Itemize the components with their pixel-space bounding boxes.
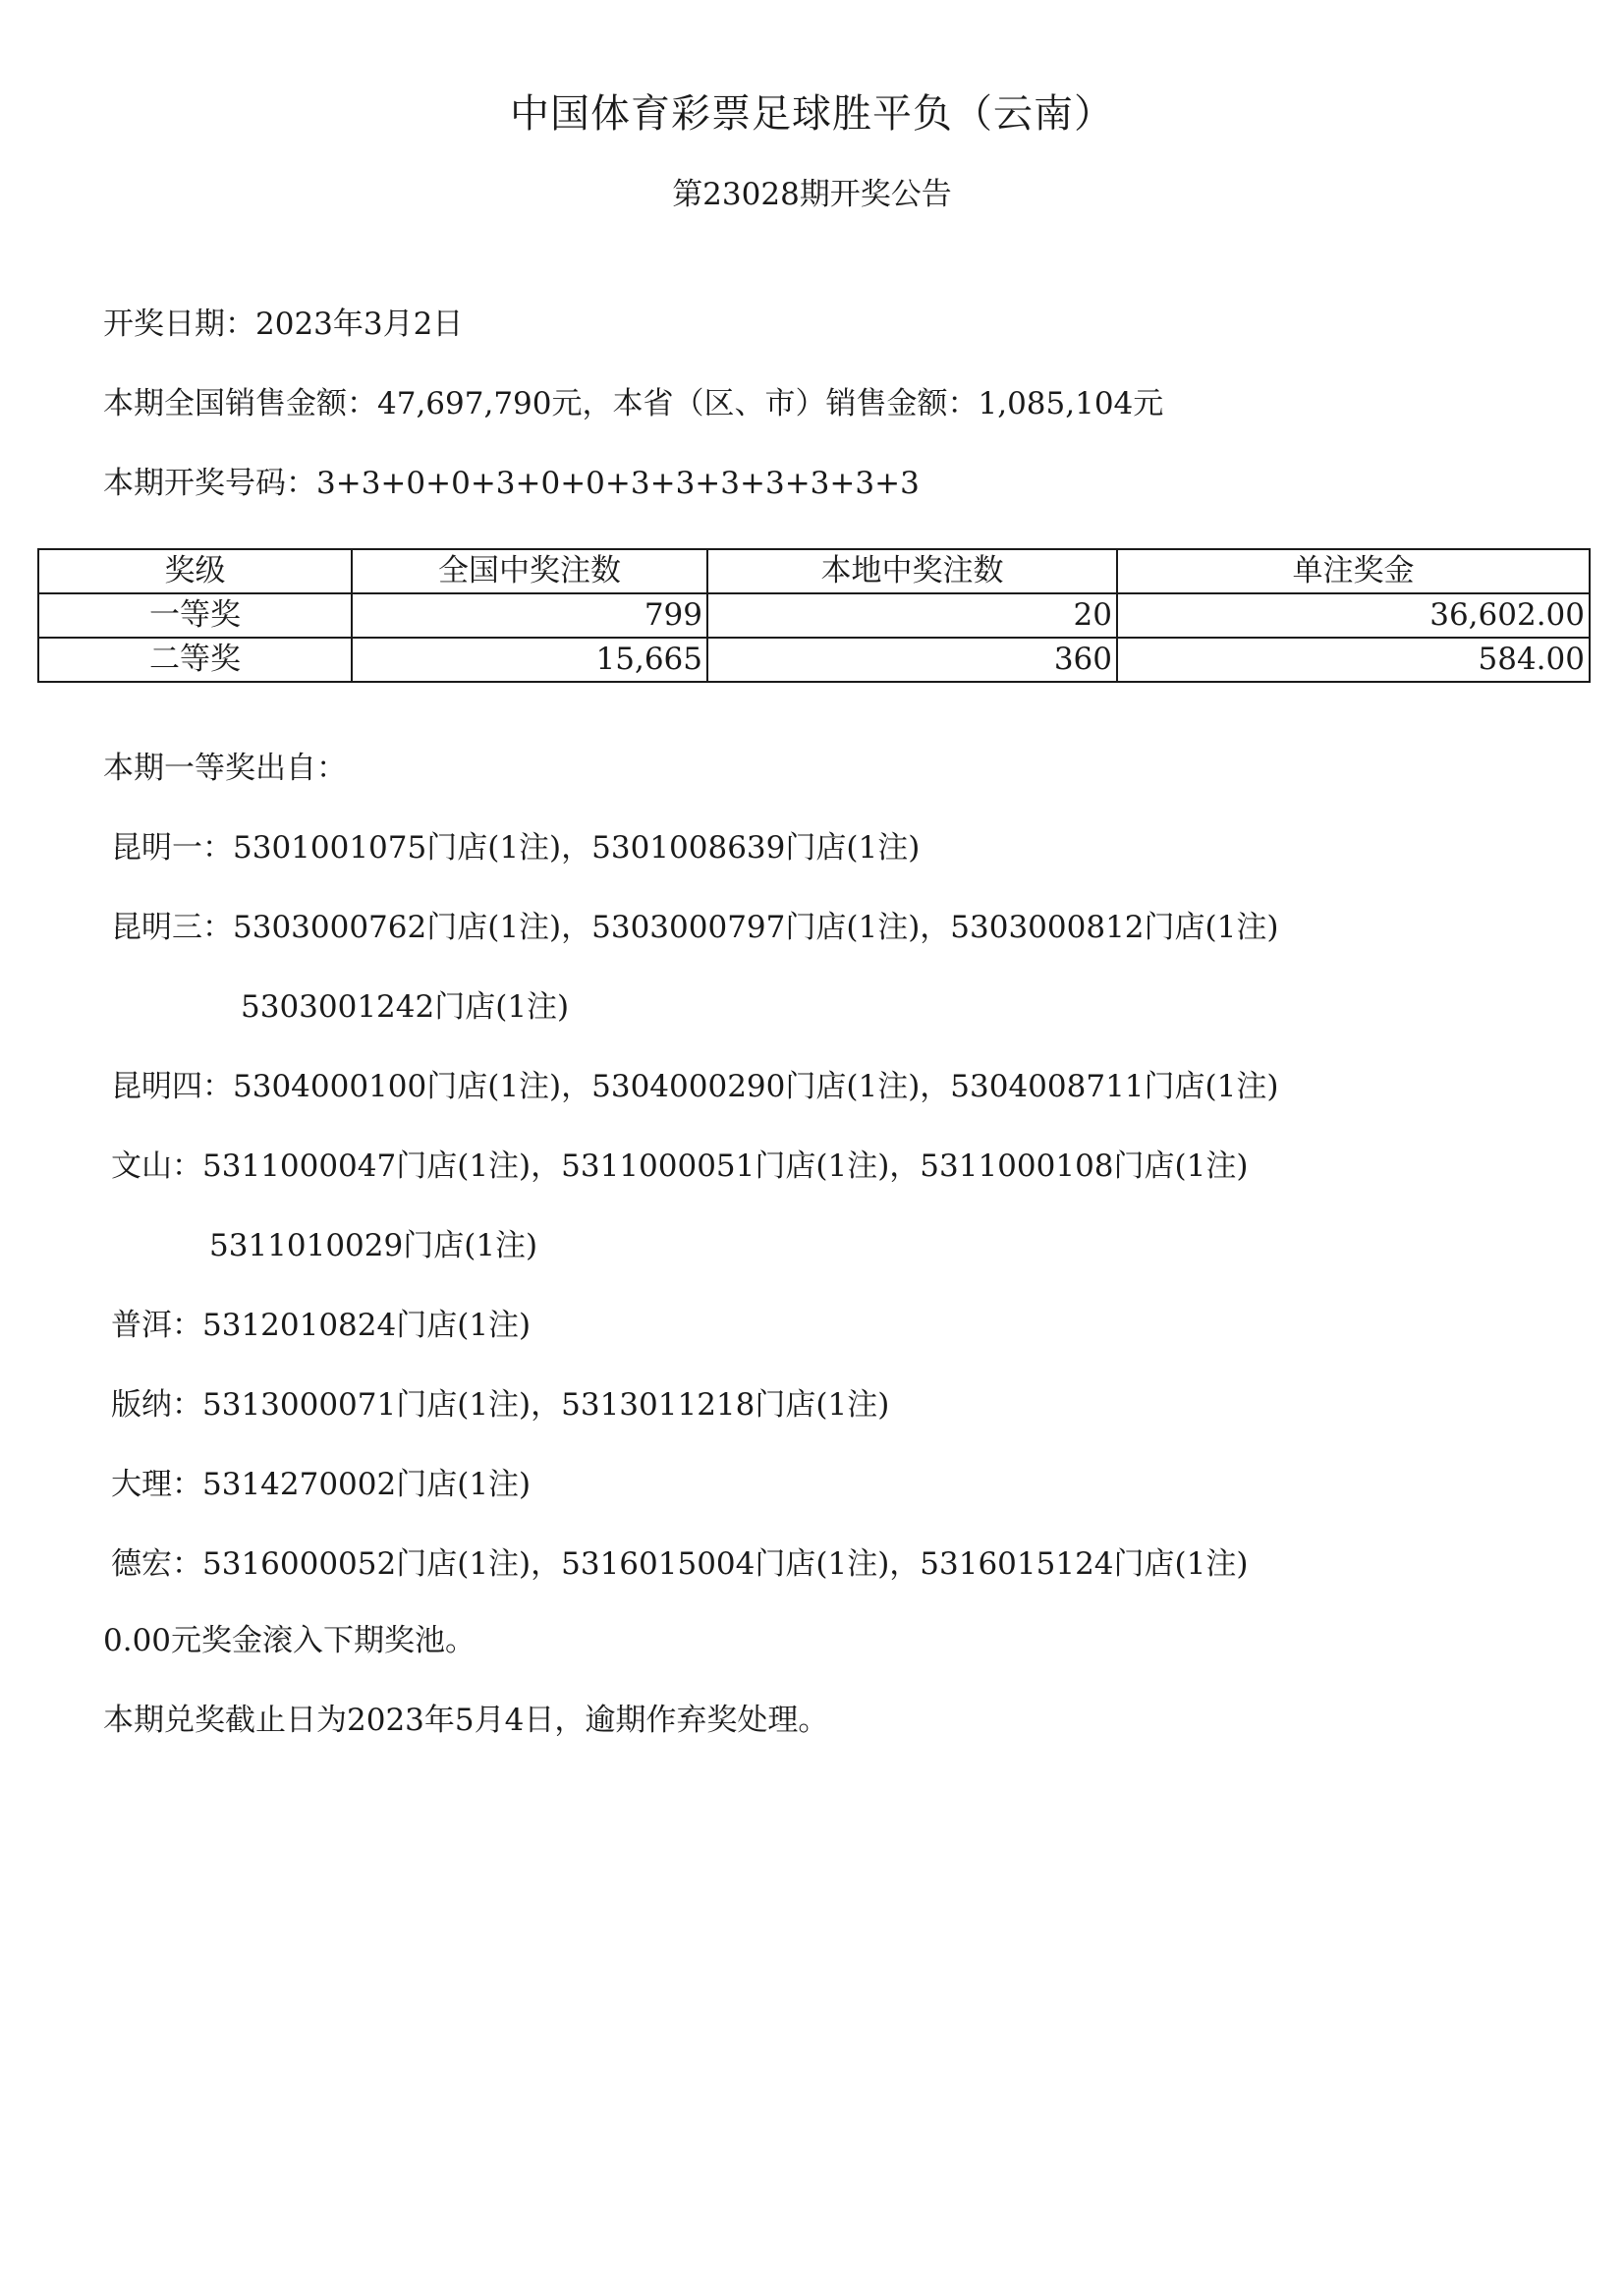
origin-label: 版纳： <box>111 1387 202 1423</box>
origin-item-banna <box>111 1383 889 1427</box>
origin-stores: 5303000762门店(1注)，5303000797门店(1注)，5303000812门店(1注) <box>233 910 1279 945</box>
origin-label: 德宏： <box>111 1546 202 1582</box>
origin-stores: 5311000047门店(1注)，5311000051门店(1注)，5311000108门店(1注) <box>202 1148 1249 1184</box>
cell-local-count: 20 <box>707 593 1117 638</box>
cell-national-count: 15,665 <box>352 638 707 682</box>
cell-national-count: 799 <box>352 593 707 638</box>
origin-stores: 5304000100门店(1注)，5304000290门店(1注)，5304008711门店(1注) <box>233 1069 1279 1104</box>
origin-item-kunming-1 <box>111 826 920 869</box>
origin-label: 大理： <box>111 1467 202 1502</box>
origin-stores: 5313000071门店(1注)，5313011218门店(1注) <box>202 1387 890 1423</box>
cell-level: 二等奖 <box>38 638 352 682</box>
origin-item-wenshan <box>111 1145 1248 1267</box>
origin-stores-continued: 5303001242门店(1注) <box>241 989 570 1025</box>
origin-stores: 5314270002门店(1注) <box>202 1467 532 1502</box>
deadline-note: 本期兑奖截止日为2023年5月4日，逾期作弃奖处理。 <box>103 1703 829 1738</box>
table-row <box>38 638 1590 682</box>
header-prize-amount: 单注奖金 <box>1117 549 1590 593</box>
origin-label: 昆明四： <box>111 1069 233 1104</box>
origin-heading: 本期一等奖出自： <box>103 751 347 786</box>
header-national-count: 全国中奖注数 <box>352 549 707 593</box>
origin-item-dehong <box>111 1542 1248 1586</box>
origin-item-kunming-3 <box>111 906 1278 1029</box>
origin-label: 普洱： <box>111 1308 202 1343</box>
cell-prize-amount: 36,602.00 <box>1117 593 1590 638</box>
rollover-note: 0.00元奖金滚入下期奖池。 <box>103 1623 476 1658</box>
origin-item-dali <box>111 1463 531 1506</box>
draw-numbers: 本期开奖号码：3+3+0+0+3+0+0+3+3+3+3+3+3+3 <box>103 466 920 501</box>
cell-prize-amount: 584.00 <box>1117 638 1590 682</box>
origin-item-kunming-4 <box>111 1065 1278 1108</box>
issue-subtitle: 第23028期开奖公告 <box>672 177 952 212</box>
cell-level: 一等奖 <box>38 593 352 638</box>
origin-stores-continued: 5311010029门店(1注) <box>209 1228 538 1263</box>
origin-label: 文山： <box>111 1148 202 1184</box>
prize-table <box>37 548 1591 683</box>
origin-label: 昆明三： <box>111 910 233 945</box>
page-title: 中国体育彩票足球胜平负（云南） <box>510 91 1114 137</box>
draw-date: 开奖日期：2023年3月2日 <box>103 307 464 342</box>
origin-item-puer <box>111 1304 531 1347</box>
origin-stores: 5301001075门店(1注)，5301008639门店(1注) <box>233 830 921 866</box>
table-row <box>38 593 1590 638</box>
origin-stores: 5312010824门店(1注) <box>202 1308 532 1343</box>
prize-table-header-row <box>38 549 1590 593</box>
header-local-count: 本地中奖注数 <box>707 549 1117 593</box>
sales-amount: 本期全国销售金额：47,697,790元，本省（区、市）销售金额：1,085,104元 <box>103 386 1164 421</box>
origin-stores: 5316000052门店(1注)，5316015004门店(1注)，5316015124门店(1注) <box>202 1546 1249 1582</box>
cell-local-count: 360 <box>707 638 1117 682</box>
origin-label: 昆明一： <box>111 830 233 866</box>
header-level: 奖级 <box>38 549 352 593</box>
